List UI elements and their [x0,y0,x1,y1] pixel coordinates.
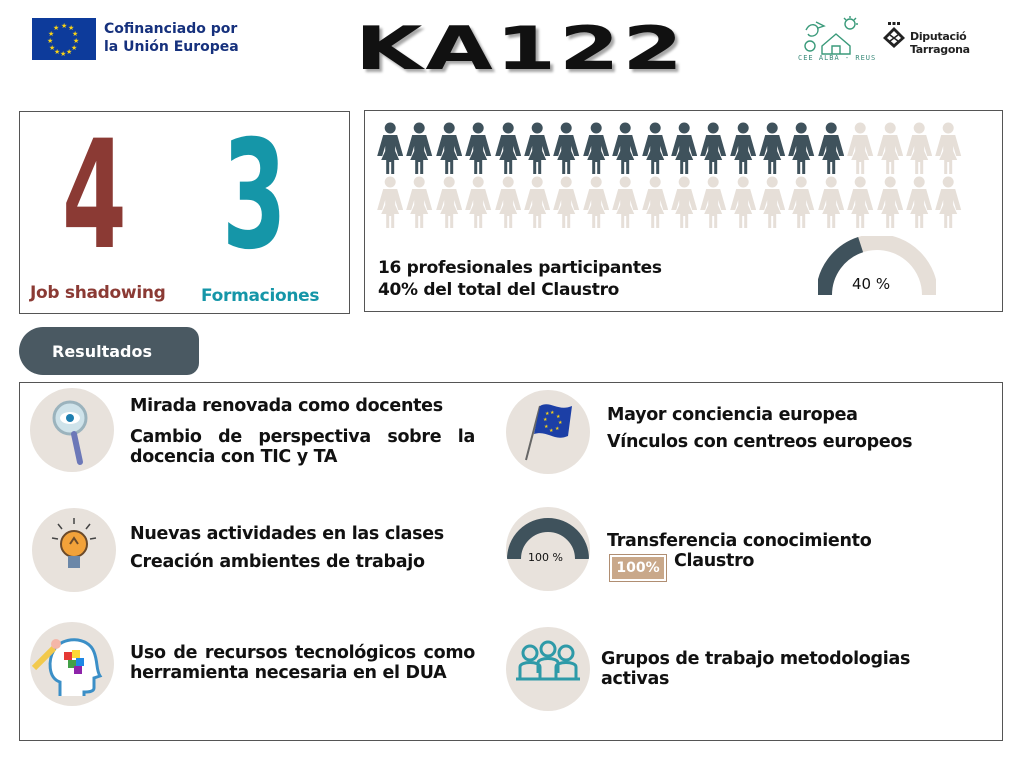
svg-text:★: ★ [54,48,61,56]
person-icon-other [465,176,491,228]
person-icon-other [935,122,961,174]
eu-cofunding-text: Cofinanciado por la Unión Europea [104,21,239,55]
person-icon-other [524,176,550,228]
svg-text:★: ★ [549,428,554,434]
person-icon-other [877,176,903,228]
svg-text:★: ★ [68,24,75,32]
svg-text:★: ★ [558,420,563,426]
person-icon-participant [642,122,668,174]
cee-alba-text: CEE ALBA - REUS [798,54,877,62]
person-icon-other [377,176,403,228]
eu-flag-icon [506,390,590,474]
person-icon-other [642,176,668,228]
formaciones-label: Formaciones [201,286,320,306]
result-5-heading: Transferencia conocimiento [607,531,872,551]
pictogram-row [377,176,977,228]
lightbulb-icon [32,508,116,592]
svg-text:★: ★ [556,414,561,420]
diputacio-tarragona-text: Diputació Tarragona [910,30,970,56]
person-icon-other [759,176,785,228]
person-icon-other [788,176,814,228]
result-2-heading: Nuevas actividades en las clases [130,524,444,544]
svg-text:★: ★ [550,410,555,416]
person-icon-other [730,176,756,228]
person-icon-other [495,176,521,228]
person-icon-participant [671,122,697,174]
result-4-text: Vínculos con centreos europeos [607,432,913,452]
result-5-text: Claustro [674,551,755,571]
diputacio-tarragona-logo [882,22,906,48]
person-icon-participant [612,122,638,174]
participants-percent-text: 40% del total del Claustro [378,280,620,300]
svg-text:★: ★ [60,50,67,58]
person-icon-other [847,176,873,228]
svg-text:★: ★ [555,426,560,432]
svg-text:★: ★ [543,417,548,423]
gauge-100-label: 100 % [528,551,563,564]
group-people-icon [506,627,590,711]
person-icon-other [436,176,462,228]
person-icon-participant [553,122,579,174]
person-icon-other [583,176,609,228]
formaciones-count: 3 [222,109,287,283]
svg-text:★: ★ [47,37,54,45]
job-shadowing-count: 4 [62,109,127,283]
job-shadowing-label: Job shadowing [30,283,166,303]
result-3-text: Uso de recursos tecnológicos como herramienta necesaria en el DUA [130,643,475,683]
person-icon-participant [730,122,756,174]
person-icon-participant [524,122,550,174]
svg-text:★: ★ [72,30,79,38]
svg-text:★: ★ [61,22,68,30]
person-icon-other [406,176,432,228]
pictogram-row [377,122,977,174]
result-1-heading: Mirada renovada como docentes [130,396,443,416]
participation-gauge-label: 40 % [852,275,891,293]
gauge-100-icon [506,507,590,591]
person-icon-other [935,176,961,228]
person-icon-participant [759,122,785,174]
person-icon-participant [495,122,521,174]
person-icon-participant [583,122,609,174]
svg-text:★: ★ [49,44,56,52]
svg-text:★: ★ [544,424,549,430]
page-title: KA122 [355,14,686,84]
person-icon-other [612,176,638,228]
person-icon-other [847,122,873,174]
result-2-text: Creación ambientes de trabajo [130,552,425,572]
result-4-heading: Mayor conciencia europea [607,405,858,425]
person-icon-other [553,176,579,228]
results-section-label: Resultados [19,327,199,375]
person-icon-participant [377,122,403,174]
svg-text:★: ★ [73,37,80,45]
person-icon-participant [465,122,491,174]
result-6-text: Grupos de trabajo metodologias activas [601,649,911,689]
eu-flag-logo [32,18,96,60]
percent-100-tag: 100% [610,555,666,581]
head-puzzle-icon [30,622,114,706]
person-icon-other [700,176,726,228]
person-icon-other [877,122,903,174]
person-icon-participant [788,122,814,174]
participants-count-text: 16 profesionales participantes [378,258,662,278]
person-icon-other [818,176,844,228]
participants-pictogram [377,122,977,230]
svg-text:★: ★ [53,24,60,32]
person-icon-other [906,122,932,174]
magnifier-eye-icon [30,388,114,472]
person-icon-participant [436,122,462,174]
person-icon-participant [406,122,432,174]
person-icon-other [671,176,697,228]
svg-text:★: ★ [48,30,55,38]
person-icon-other [906,176,932,228]
result-1-text: Cambio de perspectiva sobre la docencia con TIC y TA [130,427,475,467]
svg-text:★: ★ [545,411,550,417]
person-icon-participant [700,122,726,174]
svg-text:★: ★ [71,44,78,52]
person-icon-participant [818,122,844,174]
svg-text:★: ★ [66,48,73,56]
